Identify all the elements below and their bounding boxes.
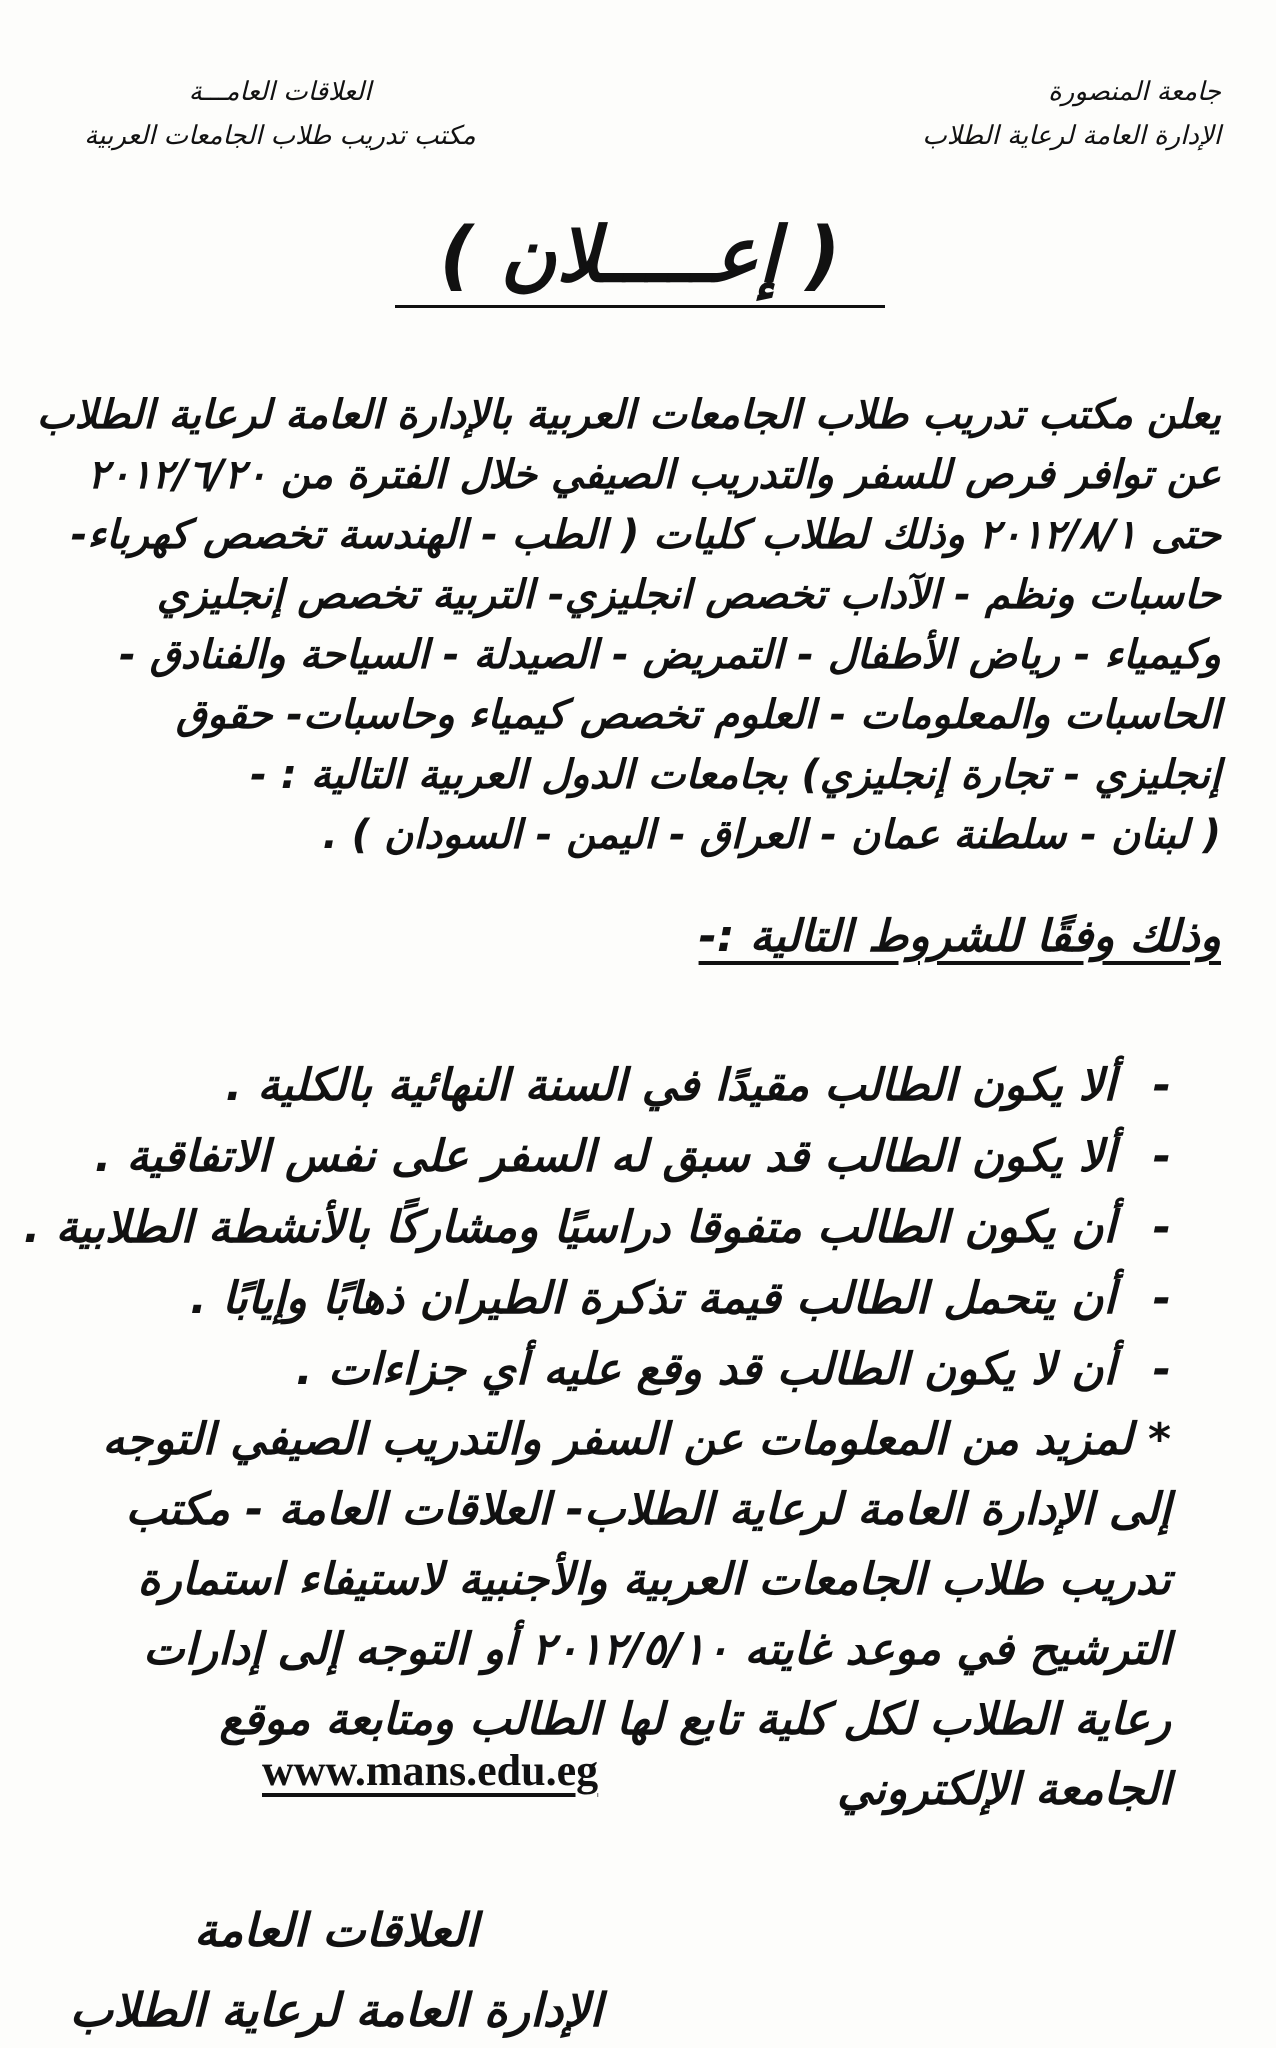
intro-line: وكيمياء - رياض الأطفال - التمريض - الصيدلة - السياحة والفنادق - bbox=[119, 632, 1221, 678]
title-underline bbox=[395, 305, 885, 308]
conditions-list bbox=[23, 1050, 1171, 1405]
university-name: جامعة المنصورة bbox=[1048, 77, 1221, 107]
header-university bbox=[801, 70, 1221, 158]
bullet-dash: - bbox=[1152, 1131, 1171, 1182]
condition-text: أن لا يكون الطالب قد وقع عليه أي جزاءات . bbox=[295, 1344, 1116, 1395]
bullet-dash: - bbox=[1152, 1060, 1171, 1111]
signature-office: العلاقات العامة bbox=[193, 1903, 479, 1957]
intro-line: عن توافر فرص للسفر والتدريب الصيفي خلال الفترة من ٢٠١٢/٦/٢٠ bbox=[87, 452, 1221, 498]
signature-block bbox=[56, 1890, 616, 2050]
condition-text: أن يتحمل الطالب قيمة تذكرة الطيران ذهابًا وإيابًا . bbox=[190, 1273, 1116, 1324]
condition-text: ألا يكون الطالب مقيدًا في السنة النهائية بالكلية . bbox=[225, 1060, 1116, 1111]
more-info-line: تدريب طلاب الجامعات العربية والأجنبية لاستيفاء استمارة bbox=[137, 1554, 1171, 1605]
bullet-dash: - bbox=[1152, 1202, 1171, 1253]
condition-item bbox=[23, 1192, 1171, 1263]
department-name: الإدارة العامة لرعاية الطلاب bbox=[922, 121, 1221, 151]
condition-item bbox=[94, 1121, 1171, 1192]
condition-text: ألا يكون الطالب قد سبق له السفر على نفس الاتفاقية . bbox=[94, 1131, 1116, 1182]
header-office bbox=[70, 70, 490, 158]
intro-line: الحاسبات والمعلومات - العلوم تخصص كيمياء وحاسبات- حقوق bbox=[175, 692, 1221, 738]
university-website-link[interactable]: www.mans.edu.eg bbox=[262, 1746, 599, 1795]
condition-text: أن يكون الطالب متفوقا دراسيًا ومشاركًا بالأنشطة الطلابية . bbox=[23, 1202, 1116, 1253]
intro-line: حاسبات ونظم - الآداب تخصص انجليزي- التربية تخصص إنجليزي bbox=[156, 572, 1221, 618]
bullet-dash: - bbox=[1152, 1273, 1171, 1324]
more-info-line: إلى الإدارة العامة لرعاية الطلاب- العلاقات العامة - مكتب bbox=[125, 1484, 1171, 1535]
public-relations-label: العلاقات العامـــة bbox=[188, 77, 372, 107]
more-info-line: الترشيح في موعد غايته ٢٠١٢/٥/١٠ أو التوجه إلى إدارات bbox=[143, 1624, 1171, 1675]
intro-paragraph bbox=[36, 385, 1221, 865]
more-info-line: رعاية الطلاب لكل كلية تابع لها الطالب ومتابعة موقع bbox=[219, 1694, 1171, 1745]
more-info-line: الجامعة الإلكتروني bbox=[837, 1764, 1171, 1815]
signature-department: الإدارة العامة لرعاية الطلاب bbox=[69, 1983, 603, 2037]
bullet-dash: - bbox=[1152, 1344, 1171, 1395]
intro-line: ( لبنان - سلطنة عمان - العراق - اليمن - السودان ) . bbox=[322, 812, 1221, 858]
intro-line: حتى ٢٠١٢/٨/١ وذلك لطلاب كليات ( الطب - الهندسة تخصص كهرباء- bbox=[70, 512, 1221, 558]
intro-line: إنجليزي - تجارة إنجليزي) بجامعات الدول العربية التالية : - bbox=[250, 752, 1221, 798]
condition-item bbox=[111, 1263, 1171, 1334]
page-title: ( إعـــــلان ) bbox=[439, 210, 841, 299]
more-info-line: * لمزيد من المعلومات عن السفر والتدريب الصيفي التوجه bbox=[102, 1414, 1171, 1465]
condition-item bbox=[111, 1050, 1171, 1121]
conditions-heading: وذلك وفقًا للشروط التالية :- bbox=[698, 911, 1221, 962]
office-name: مكتب تدريب طلاب الجامعات العربية bbox=[84, 121, 476, 151]
condition-item bbox=[111, 1334, 1171, 1405]
intro-line: يعلن مكتب تدريب طلاب الجامعات العربية بالإدارة العامة لرعاية الطلاب bbox=[36, 392, 1221, 438]
